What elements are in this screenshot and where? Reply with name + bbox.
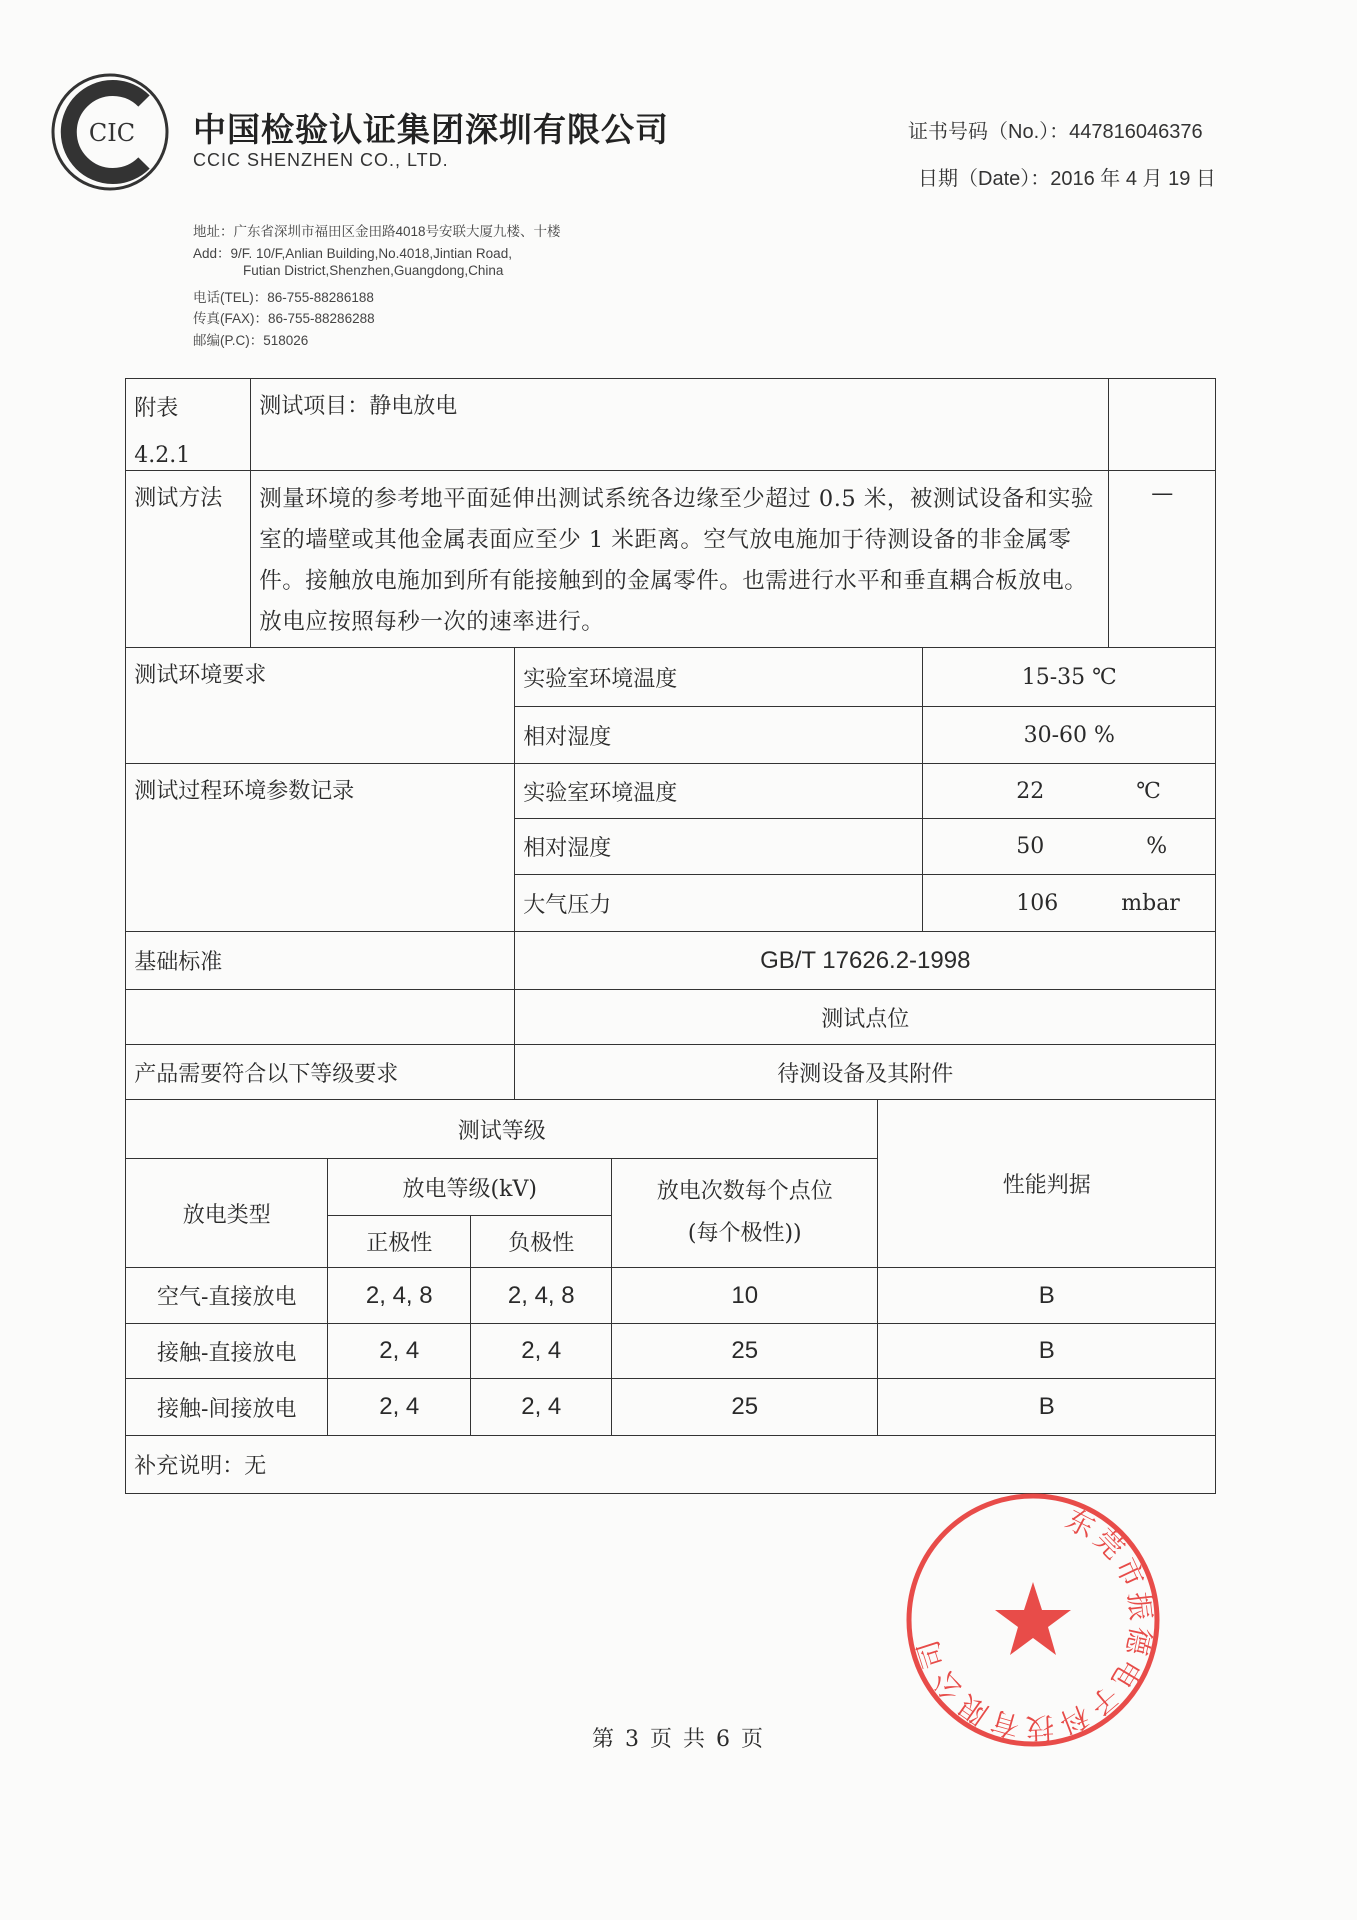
page-number: 第 3 页 共 6 页 bbox=[592, 1727, 765, 1752]
method-text: 测量环境的参考地平面延伸出测试系统各边缘至少超过 0.5 米，被测试设备和实验室的墙壁或其他金属表面应至少 1 米距离。空气放电施加于待测设备的非金属零件。接触放电施加到所有能接触到的金属零件。也需进行水平和垂直耦合板放电。放电应按照每秒一次的速率进行。 bbox=[250, 470, 1109, 648]
date-label: 日期（Date）： bbox=[918, 168, 1051, 190]
appendix-label: 附表 bbox=[134, 396, 179, 422]
empty-cell bbox=[1108, 378, 1216, 471]
cert-no-label: 证书号码（No.）： bbox=[908, 121, 1070, 143]
supplementary-note: 补充说明：无 bbox=[125, 1435, 1216, 1494]
env-rec-temp-value: 22 bbox=[1016, 778, 1045, 804]
standard-label: 基础标准 bbox=[125, 931, 515, 990]
fax-line: 传真(FAX)：86-755-88286288 bbox=[193, 311, 375, 326]
negative-level: 2, 4 bbox=[470, 1323, 612, 1379]
address-line: 地址：广东省深圳市福田区金田路4018号安联大厦九楼、十楼 bbox=[193, 224, 561, 239]
empty-cell bbox=[125, 989, 515, 1045]
positive-header: 正极性 bbox=[327, 1215, 471, 1268]
method-label: 测试方法 bbox=[125, 470, 251, 648]
svg-text:东莞市振德电子科技有限公司: 东莞市振德电子科技有限公司 bbox=[909, 1502, 1159, 1745]
positive-level: 2, 4, 8 bbox=[327, 1267, 471, 1324]
negative-level: 2, 4 bbox=[470, 1378, 612, 1436]
address-line: Add：9/F. 10/F,Anlian Building,No.4018,Jintian Road, bbox=[193, 246, 512, 261]
tel-line: 电话(TEL)：86-755-88286188 bbox=[193, 290, 374, 305]
postcode-line: 邮编(P.C)：518026 bbox=[193, 333, 309, 348]
ccic-logo bbox=[49, 71, 171, 193]
env-req-temp-label: 实验室环境温度 bbox=[514, 647, 923, 707]
env-rec-humidity-unit: % bbox=[1146, 834, 1168, 860]
cert-number bbox=[908, 115, 1203, 144]
test-point-label: 测试点位 bbox=[514, 989, 1216, 1045]
discharge-type: 接触-直接放电 bbox=[125, 1323, 328, 1379]
company-name-en: CCIC SHENZHEN CO., LTD. bbox=[193, 150, 449, 170]
type-header: 放电类型 bbox=[125, 1158, 328, 1268]
count-header-line: (每个极性)) bbox=[687, 1221, 802, 1247]
discharge-count: 25 bbox=[611, 1323, 878, 1379]
test-item: 测试项目：静电放电 bbox=[250, 378, 1109, 471]
env-rec-pressure-value: 106 bbox=[1016, 890, 1059, 916]
env-rec-temp bbox=[922, 763, 1216, 819]
criteria: B bbox=[877, 1378, 1216, 1436]
negative-header: 负极性 bbox=[470, 1215, 612, 1268]
env-rec-temp-label: 实验室环境温度 bbox=[514, 763, 923, 819]
address-line: Futian District,Shenzhen,Guangdong,China bbox=[243, 263, 504, 278]
env-rec-pressure-unit: mbar bbox=[1121, 890, 1180, 916]
env-req-humidity-label: 相对湿度 bbox=[514, 706, 923, 764]
logo-text: CIC bbox=[88, 119, 136, 147]
env-rec-pressure-label: 大气压力 bbox=[514, 874, 923, 932]
cert-no-value: 447816046376 bbox=[1069, 121, 1203, 143]
env-rec-humidity bbox=[922, 818, 1216, 875]
kv-header: 放电等级(kV) bbox=[327, 1158, 612, 1216]
criteria: B bbox=[877, 1267, 1216, 1324]
positive-level: 2, 4 bbox=[327, 1323, 471, 1379]
requirement-label: 产品需要符合以下等级要求 bbox=[125, 1044, 515, 1100]
discharge-type: 接触-间接放电 bbox=[125, 1378, 328, 1436]
criteria-header: 性能判据 bbox=[877, 1099, 1216, 1268]
discharge-count: 10 bbox=[611, 1267, 878, 1324]
negative-level: 2, 4, 8 bbox=[470, 1267, 612, 1324]
method-remark: — bbox=[1108, 470, 1216, 648]
env-rec-temp-unit: ℃ bbox=[1136, 778, 1161, 804]
count-header-line: 放电次数每个点位 bbox=[656, 1179, 833, 1205]
env-rec-pressure bbox=[922, 874, 1216, 932]
requirement-value: 待测设备及其附件 bbox=[514, 1044, 1216, 1100]
count-header bbox=[611, 1158, 878, 1268]
env-rec-humidity-label: 相对湿度 bbox=[514, 818, 923, 875]
positive-level: 2, 4 bbox=[327, 1378, 471, 1436]
env-req-label: 测试环境要求 bbox=[125, 647, 515, 764]
criteria: B bbox=[877, 1323, 1216, 1379]
cert-date bbox=[918, 162, 1216, 191]
level-header: 测试等级 bbox=[125, 1099, 878, 1159]
env-req-humidity-value: 30-60 % bbox=[922, 706, 1216, 764]
discharge-type: 空气-直接放电 bbox=[125, 1267, 328, 1324]
company-name-cn: 中国检验认证集团深圳有限公司 bbox=[193, 110, 669, 149]
company-seal-stamp bbox=[903, 1490, 1163, 1750]
env-record-label: 测试过程环境参数记录 bbox=[125, 763, 515, 932]
standard-value: GB/T 17626.2-1998 bbox=[514, 931, 1216, 990]
appendix-cell bbox=[125, 378, 251, 471]
env-rec-humidity-value: 50 bbox=[1016, 834, 1045, 860]
date-value: 2016 年 4 月 19 日 bbox=[1050, 168, 1216, 190]
appendix-number: 4.2.1 bbox=[134, 443, 191, 469]
env-req-temp-value: 15-35 ℃ bbox=[922, 647, 1216, 707]
discharge-count: 25 bbox=[611, 1378, 878, 1436]
